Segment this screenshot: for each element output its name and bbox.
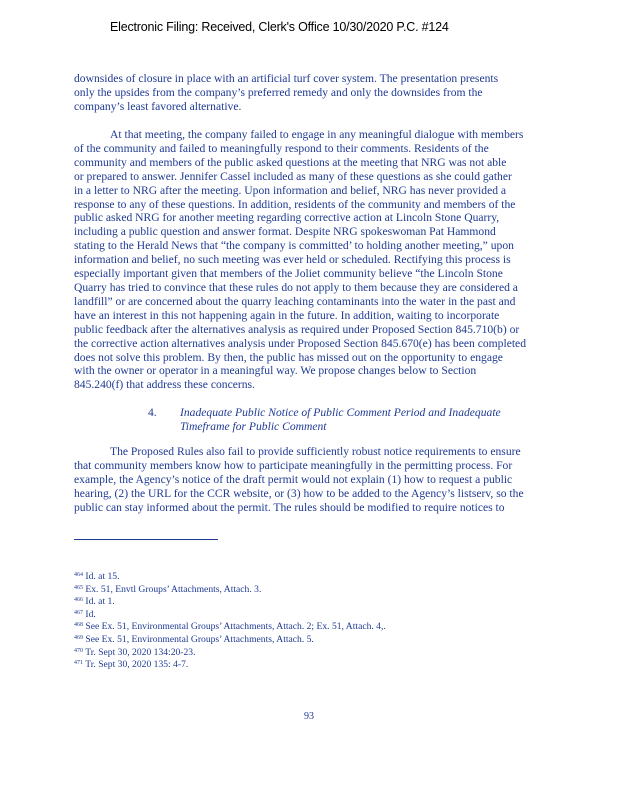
footnote [74,633,386,646]
footnote [74,595,386,608]
text-line: have an interest in this not happening again in the future. In addition, waiting to incorporate [74,308,500,322]
text-line: of the community and failed to meaningfully respond to their comments. Residents of the [74,141,489,155]
text-line: example, the Agency’s notice of the draft permit would not explain (1) how to request a public [74,472,513,486]
text-line: landfill” or are concerned about the quarry leaching contaminants into the water in the past and [74,294,516,308]
text-line: company’s least favored alternative. [74,99,242,113]
paragraph-community-meeting [74,128,604,392]
text-line: that community members know how to participate meaningfully in the permitting process. For [74,458,513,472]
text-line: downsides of closure in place with an artificial turf cover system. The presentation presents [74,72,499,85]
paragraph-notice-requirements [74,445,604,515]
text-line: the corrective action alternatives analysis under Proposed Section 845.670(e) has been completed [74,336,527,350]
footnote [74,620,386,633]
text-line: only the upsides from the company’s preferred remedy and only the downsides from the [74,85,483,99]
text-line: Quarry has tried to convince that these rules do not apply to them because they are considered a [74,280,518,294]
text-line: community and members of the public asked questions at the meeting that NRG was not able [74,155,507,169]
text-line: hearing, (2) the URL for the CCR website, or (3) how to be added to the Agency’s listserv, so the [74,486,524,500]
footnote-number: 469 [74,634,83,641]
footnote-text: Id. at 15. [83,571,120,582]
text-line: including a public question and answer format. Despite NRG spokeswoman Pat Hammond [74,225,496,239]
footnote-number: 468 [74,622,83,629]
text-line: especially important given that members of the Joliet community believe “the Lincoln Stone [74,267,503,281]
text-line: 845.240(f) that address these concerns. [74,378,255,392]
footnote-number: 464 [74,572,83,578]
text-line: information and belief, no such meeting was ever held or scheduled. Rectifying this process is [74,253,511,267]
text-line: response to any of these questions. In addition, residents of the community and members of the [74,197,516,211]
footnote-text: Id. at 1. [83,596,115,608]
footnote [74,570,386,583]
section-heading-number: 4. [148,406,157,419]
footnote-text: Ex. 51, Envtl Groups’ Attachments, Attach. 3. [83,583,262,595]
text-line: in a letter to NRG after the meeting. Upon information and belief, NRG has never provided a [74,183,507,197]
footnote-number: 467 [74,609,83,616]
page-number: 93 [304,711,314,722]
text-line: public feedback after the alternatives analysis as required under Proposed Section 845.710(b) or [74,322,520,336]
footnote-text: Id. [83,608,96,620]
text-line: public asked NRG for another meeting regarding corrective action at Lincoln Stone Quarry, [74,211,500,225]
footnote-separator [74,539,218,540]
section-heading-line-1: Inadequate Public Notice of Public Comment Period and Inadequate [180,406,501,419]
text-line: with the owner or operator in a meaningful way. We propose changes below to Section [74,364,477,378]
footnote-number: 471 [74,660,83,667]
footnote-number: 470 [74,647,83,654]
footnote [74,658,386,671]
footnote-text: See Ex. 51, Environmental Groups’ Attachments, Attach. 2; Ex. 51, Attach. 4,. [83,621,386,633]
footnote-number: 465 [74,584,83,591]
footnotes [74,570,386,671]
footnote-text: Tr. Sept 30, 2020 134:20-23. [83,646,196,658]
footnote [74,583,386,596]
text-line: At that meeting, the company failed to engage in any meaningful dialogue with members [110,128,524,141]
text-line: public can stay informed about the permit. The rules should be modified to require notices to [74,500,505,514]
paragraph-closure-presentation [74,72,604,114]
section-heading-line-2: Timeframe for Public Comment [180,420,327,433]
footnote [74,646,386,659]
footnote [74,608,386,621]
footnote-text: Tr. Sept 30, 2020 135: 4-7. [83,659,189,671]
text-line: or prepared to answer. Jennifer Cassel included as many of these questions as she could gather [74,169,512,183]
text-line: does not solve this problem. By then, the public has missed out on the opportunity to engage [74,350,503,364]
text-line: stating to the Herald News that “the company is committed’ to holding another meeting,” upon [74,239,514,253]
footnote-number: 466 [74,597,83,604]
text-line: The Proposed Rules also fail to provide sufficiently robust notice requirements to ensure [110,445,521,458]
filing-stamp: Electronic Filing: Received, Clerk's Office 10/30/2020 P.C. #124 [110,20,449,34]
footnote-text: See Ex. 51, Environmental Groups’ Attachments, Attach. 5. [83,633,314,645]
section-heading [74,406,501,434]
